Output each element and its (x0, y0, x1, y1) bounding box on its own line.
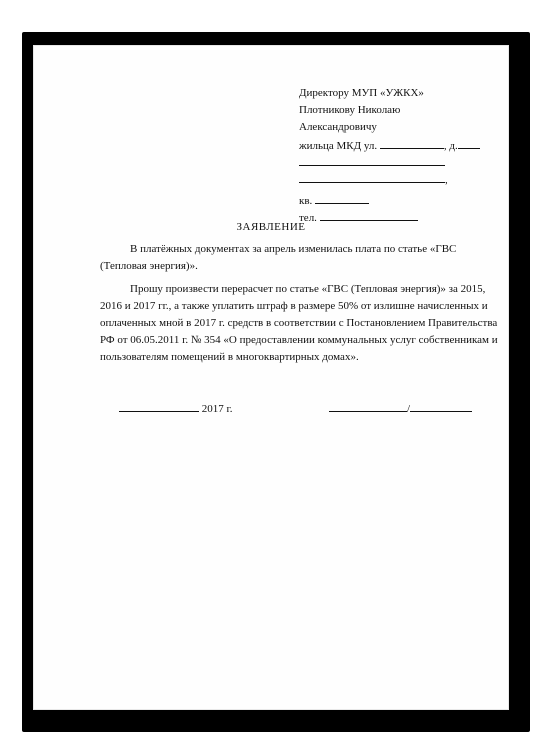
apartment-blank (315, 191, 369, 204)
phone-label: тел. (299, 212, 317, 224)
apartment-label: кв. (299, 195, 313, 207)
date-block (119, 399, 233, 418)
addressee-position: Директору МУП «УЖКХ» (299, 87, 424, 99)
name-line-1 (299, 153, 499, 170)
document-title: ЗАЯВЛЕНИЕ (236, 221, 306, 233)
street-blank (380, 136, 444, 149)
addressee-block (299, 85, 499, 225)
resident-address-line (299, 136, 499, 153)
house-label: , д. (443, 140, 458, 152)
name-blank-1 (299, 153, 445, 166)
name-line-2-comma: , (445, 174, 448, 186)
signature-name-blank (410, 399, 472, 412)
date-blank (119, 399, 199, 412)
signature-separator: / (407, 403, 411, 415)
house-blank (458, 136, 480, 149)
paragraph-1: В платёжных документах за апрель изменилась плата по статье «ГВС (Тепловая энергия)». (100, 243, 457, 272)
application-document (33, 45, 509, 710)
signature-blank (329, 399, 407, 412)
signature-block (329, 399, 472, 418)
addressee-patronymic: Александровичу (299, 121, 377, 133)
paragraph-2: Прошу произвести перерасчет по статье «ГВС (Тепловая энергия)» за 2015, 2016 и 2017 гг., а также уплатить штраф в размере 50% от излишне начисленных и оплаченных мной в 2017 г. средств в соответствии с Постановлением Правительства РФ от 06.05.2011 г. № 354 «О предоставлении коммунальных услуг собственникам и пользователям помещений в многоквартирных домах». (100, 283, 498, 363)
name-blank-2 (299, 170, 445, 183)
signature-row (33, 399, 509, 417)
resident-street-label: жильца МКД ул. (299, 140, 378, 152)
addressee-name: Плотникову Николаю (299, 104, 401, 116)
apartment-line (299, 191, 499, 208)
document-page (33, 45, 509, 710)
date-year: 2017 г. (201, 403, 233, 415)
name-line-2 (299, 170, 499, 187)
